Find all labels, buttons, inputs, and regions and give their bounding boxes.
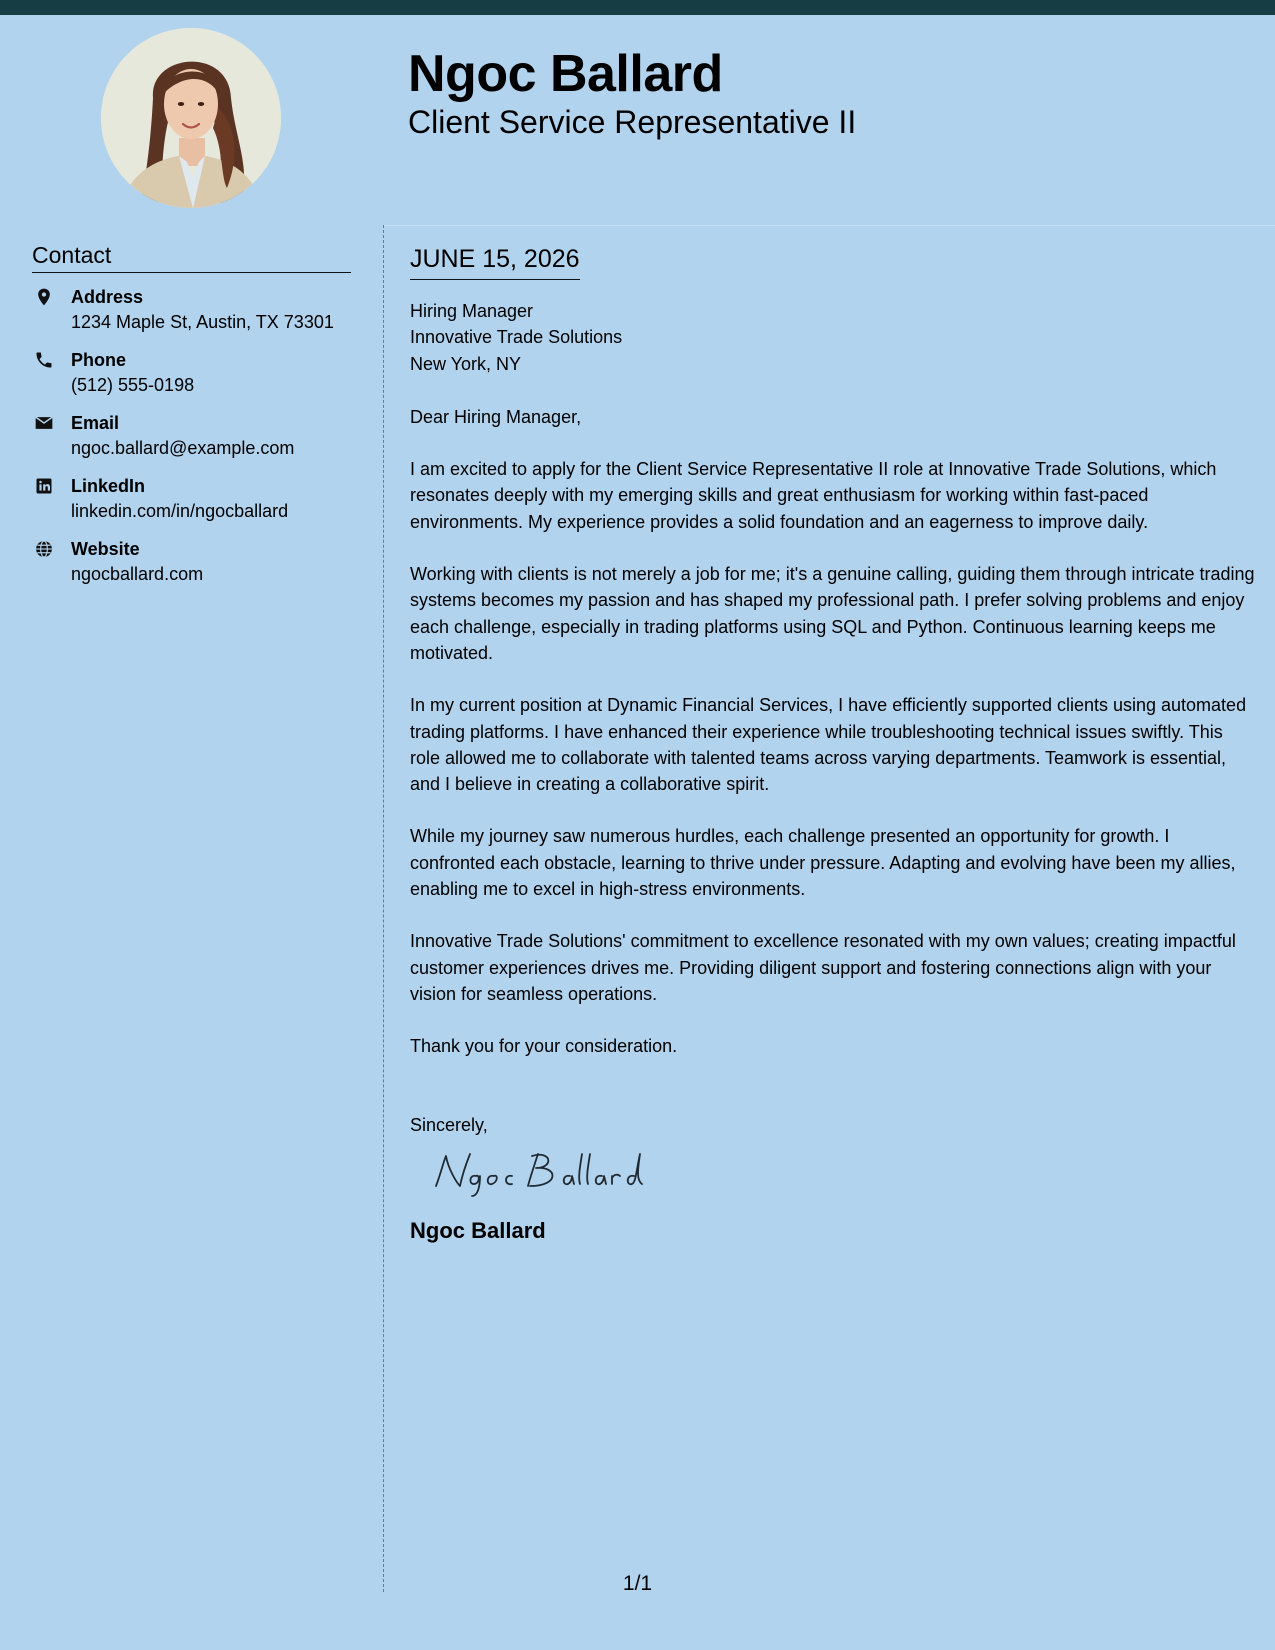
contact-item-email bbox=[32, 411, 362, 474]
linkedin-value[interactable]: linkedin.com/in/ngocballard bbox=[71, 501, 289, 521]
profile-photo bbox=[101, 28, 281, 208]
contact-list bbox=[32, 285, 362, 600]
website-value[interactable]: ngocballard.com bbox=[71, 564, 204, 584]
body-paragraph: Working with clients is not merely a job for me; it's a genuine calling, guiding them through intricate trading systems becomes my passion and has shaped my professional path. I prefer solving problems and enjoy each challenge, especially in trading platforms using SQL and Python. Continuous learning keeps me motivated. bbox=[410, 564, 1255, 663]
address-value: 1234 Maple St, Austin, TX 73301 bbox=[71, 312, 334, 332]
body-paragraph: Innovative Trade Solutions' commitment to excellence resonated with my own values; creating impactful customer experiences drives me. Providing diligent support and fostering connections align with your vision for seamless operations. bbox=[410, 931, 1236, 1004]
recipient-line: Hiring Manager bbox=[410, 301, 534, 321]
contact-item-linkedin bbox=[32, 474, 362, 537]
letter-date: JUNE 15, 2026 bbox=[410, 243, 580, 280]
candidate-title: Client Service Representative II bbox=[408, 104, 857, 140]
candidate-name: Ngoc Ballard bbox=[408, 45, 723, 103]
contact-heading: Contact bbox=[32, 240, 351, 273]
handwritten-signature bbox=[430, 1146, 660, 1202]
column-divider bbox=[383, 225, 384, 1592]
page-number: 1/1 bbox=[622, 1572, 653, 1595]
contact-label: Website bbox=[71, 539, 140, 559]
contact-item-address bbox=[32, 285, 362, 348]
globe-icon bbox=[34, 539, 54, 559]
contact-label: LinkedIn bbox=[71, 476, 146, 496]
letter-body bbox=[410, 243, 1255, 1246]
greeting: Dear Hiring Manager, bbox=[410, 406, 582, 427]
phone-icon bbox=[34, 350, 54, 370]
header-divider bbox=[384, 225, 1275, 226]
contact-label: Email bbox=[71, 413, 120, 433]
phone-value[interactable]: (512) 555-0198 bbox=[71, 375, 195, 395]
recipient-line: New York, NY bbox=[410, 353, 522, 374]
location-pin-icon bbox=[34, 287, 54, 307]
closing-line: Sincerely, bbox=[410, 1114, 488, 1135]
contact-item-website bbox=[32, 537, 362, 600]
thanks-line: Thank you for your consideration. bbox=[410, 1036, 678, 1057]
body-paragraph: I am excited to apply for the Client Service Representative II role at Innovative Trade Solutions, which resonates deeply with my emerging skills and great enthusiasm for working within fast-paced environments. My experience provides a solid foundation and an eagerness to improve daily. bbox=[410, 459, 1217, 532]
contact-label: Phone bbox=[71, 350, 127, 370]
email-value[interactable]: ngoc.ballard@example.com bbox=[71, 438, 295, 458]
recipient-line: Innovative Trade Solutions bbox=[410, 327, 623, 348]
body-paragraph: In my current position at Dynamic Financial Services, I have efficiently supported clients using automated trading platforms. I have enhanced their experience while troubleshooting technical issues swiftly. This role allowed me to collaborate with talented teams across varying departments. Teamwork is essential, and I believe in creating a collaborative spirit. bbox=[410, 695, 1247, 795]
signer-name: Ngoc Ballard bbox=[410, 1217, 546, 1243]
linkedin-icon bbox=[34, 476, 54, 496]
top-accent-bar bbox=[0, 0, 1275, 15]
contact-item-phone bbox=[32, 348, 362, 411]
envelope-icon bbox=[34, 413, 54, 433]
recipient-block bbox=[410, 298, 1255, 377]
contact-label: Address bbox=[71, 287, 144, 307]
body-paragraph: While my journey saw numerous hurdles, each challenge presented an opportunity for growth. I confronted each obstacle, learning to thrive under pressure. Adapting and evolving have been my allies, enabling me to excel in high-stress environments. bbox=[410, 826, 1236, 900]
